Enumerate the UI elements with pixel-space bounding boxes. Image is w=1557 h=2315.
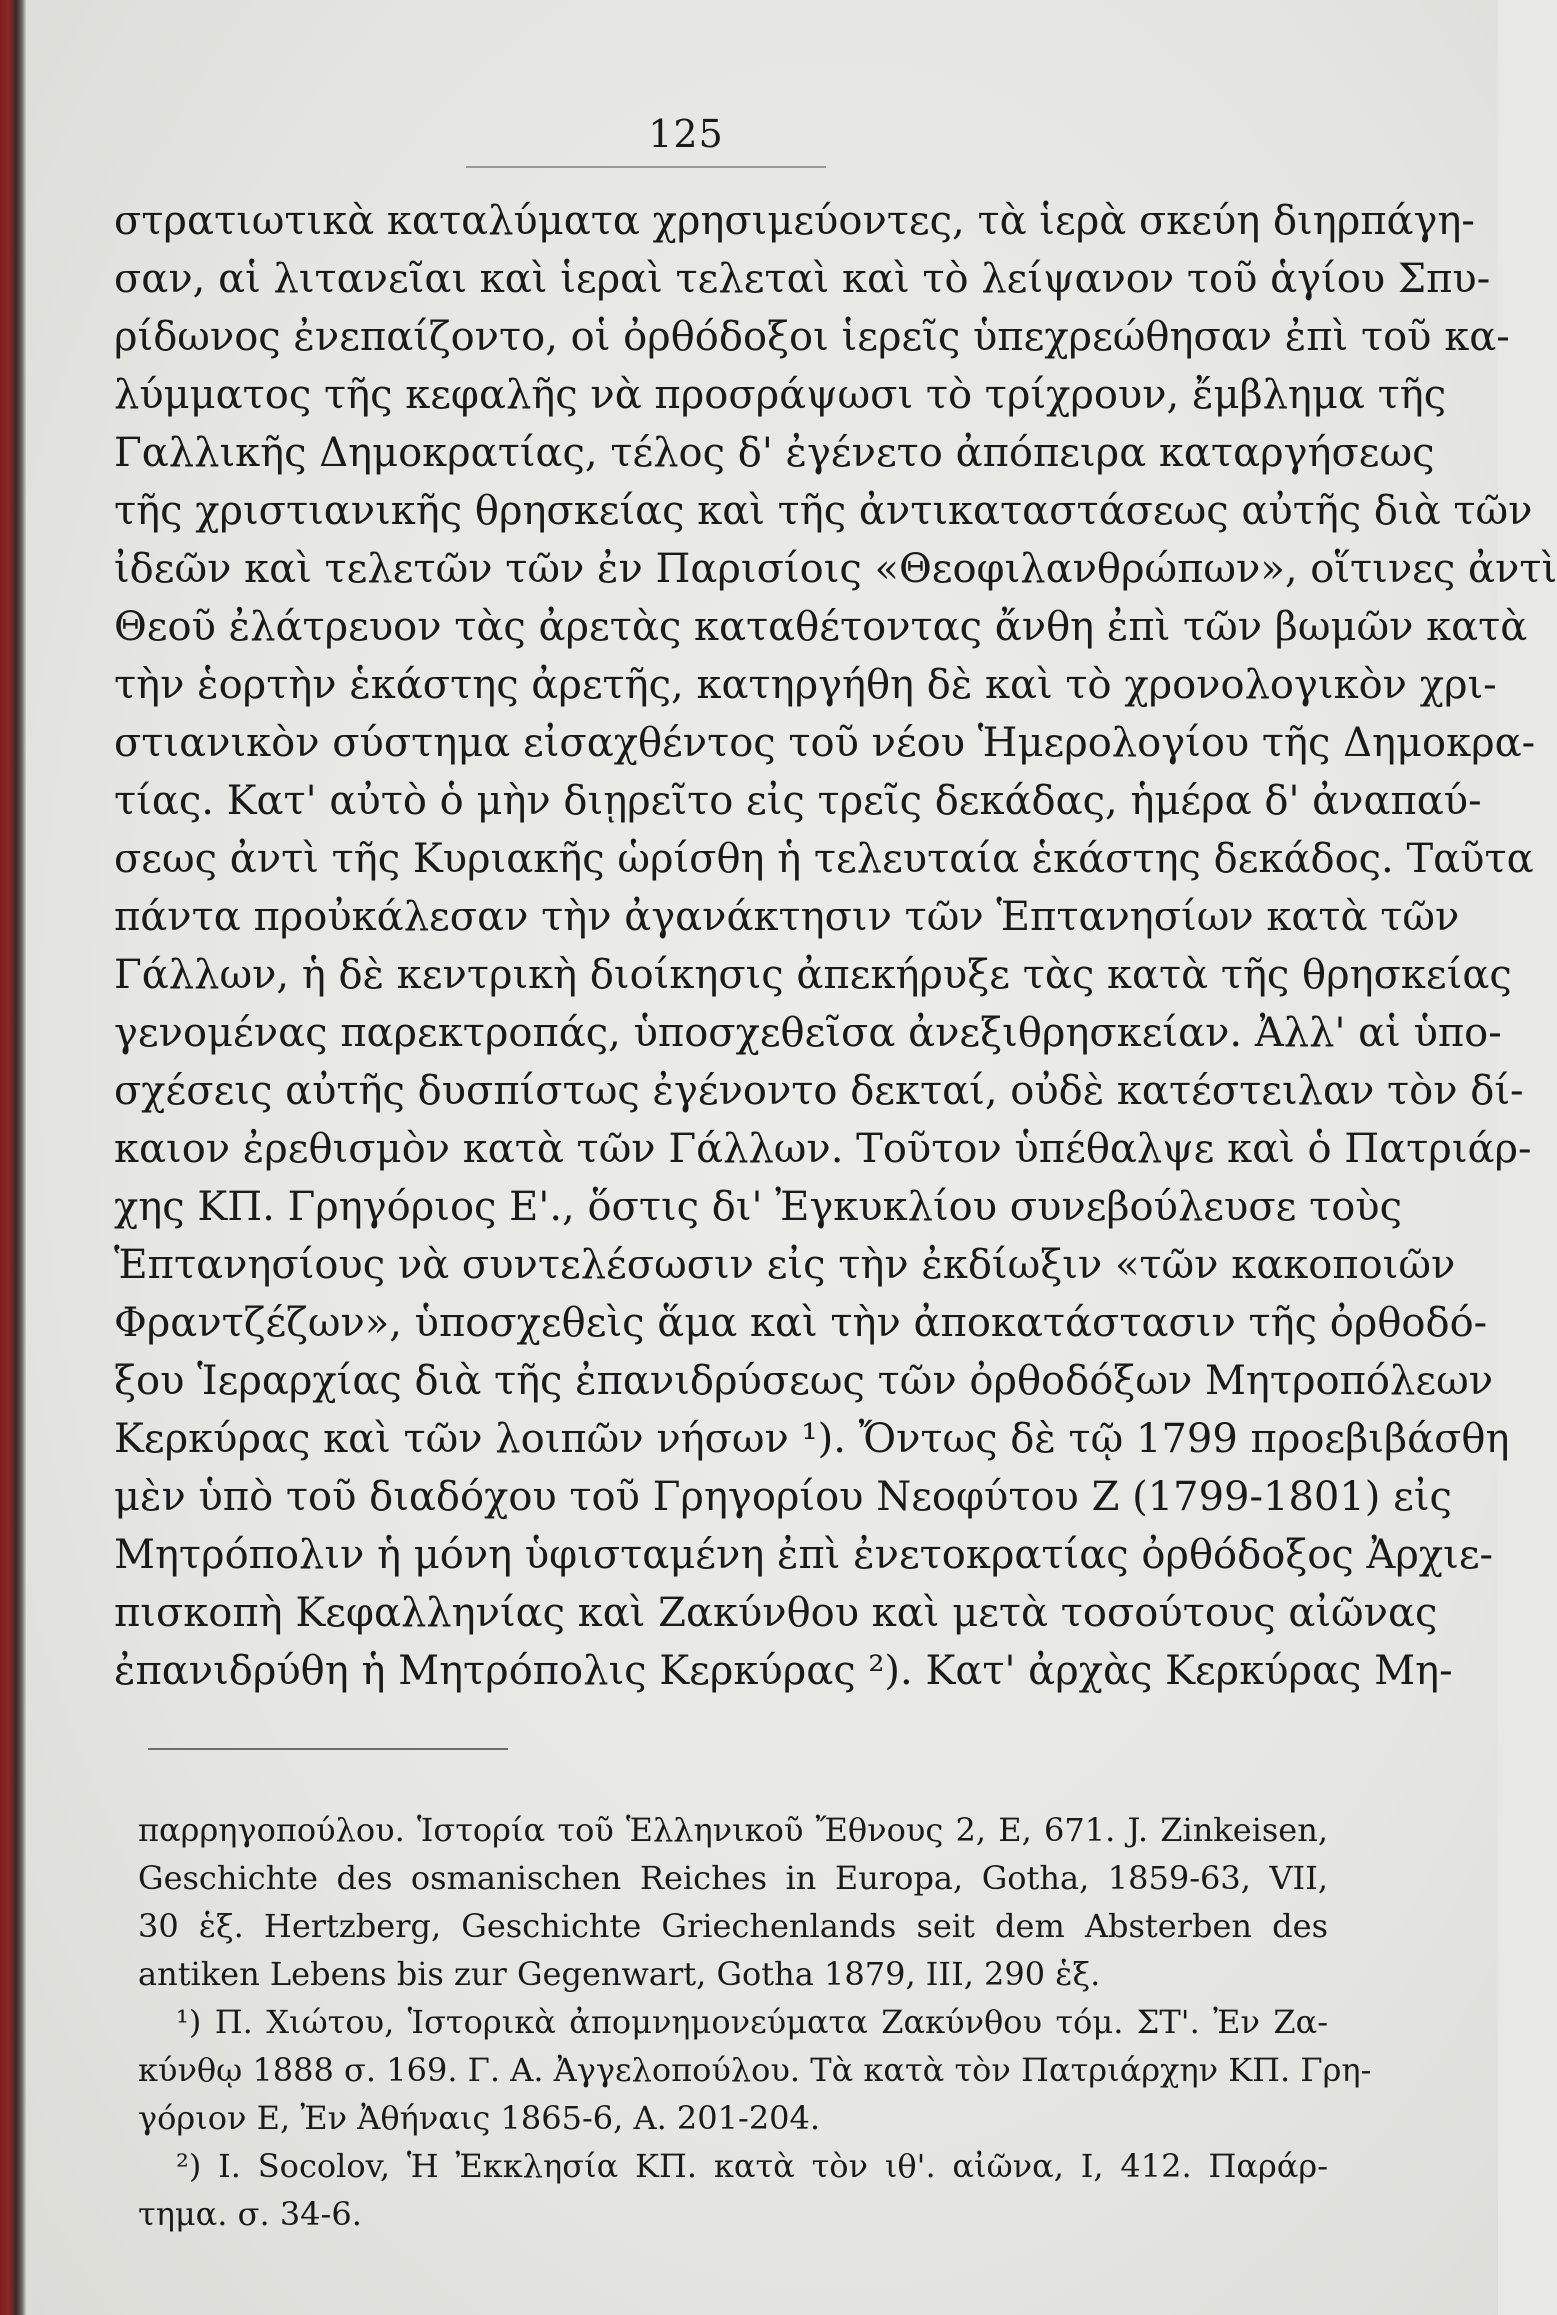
body-line: μὲν ὑπὸ τοῦ διαδόχου τοῦ Γρηγορίου Νεοφύτου Ζ (1799-1801) εἰς [114,1474,1452,1520]
body-line: Θεοῦ ἐλάτρευον τὰς ἀρετὰς καταθέτοντας ἄνθη ἐπὶ τῶν βωμῶν κατὰ [114,604,1528,650]
body-text [114,192,1557,1700]
body-line: πάντα προὐκάλεσαν τὴν ἀγανάκτησιν τῶν Ἑπτανησίων κατὰ τῶν [114,894,1460,940]
body-line: σαν, αἱ λιτανεῖαι καὶ ἱεραὶ τελεταὶ καὶ τὸ λείψανον τοῦ ἁγίου Σπυ- [114,256,1491,302]
body-line: Φραντζέζων», ὑποσχεθεὶς ἅμα καὶ τὴν ἀποκατάστασιν τῆς ὀρθοδό- [114,1300,1488,1346]
body-line: τίας. Κατ' αὐτὸ ὁ μὴν διῃρεῖτο εἰς τρεῖς δεκάδας, ἡμέρα δ' ἀναπαύ- [114,778,1482,824]
body-line: πισκοπὴ Κεφαλληνίας καὶ Ζακύνθου καὶ μετὰ τοσούτους αἰῶνας [114,1590,1438,1636]
body-line: στρατιωτικὰ καταλύματα χρησιμεύοντες, τὰ ἱερὰ σκεύη διηρπάγη- [114,198,1475,244]
page-number: 125 [648,112,724,156]
body-line: Γάλλων, ἡ δὲ κεντρικὴ διοίκησις ἀπεκήρυξε τὰς κατὰ τῆς θρησκείας [114,952,1512,998]
body-line: λύμματος τῆς κεφαλῆς νὰ προσράψωσι τὸ τρίχρουν, ἔμβλημα τῆς [114,372,1447,418]
body-line: Κερκύρας καὶ τῶν λοιπῶν νήσων ¹). Ὄντως δὲ τῷ 1799 προεβιβάσθη [114,1416,1510,1462]
book-page [26,0,1557,2315]
footnotes [138,1806,1372,2238]
header-rule [466,166,826,168]
body-line: ρίδωνος ἐνεπαίζοντο, οἱ ὀρθόδοξοι ἱερεῖς ὑπεχρεώθησαν ἐπὶ τοῦ κα- [114,314,1510,360]
footnote-line: γόριον Ε, Ἐν Ἀθήναις 1865-6, Α. 201-204. [138,2099,821,2137]
body-line: ἐπανιδρύθη ἡ Μητρόπολις Κερκύρας ²). Κατ' ἀρχὰς Κερκύρας Μη- [114,1648,1453,1694]
footnote-line: ²) Ι. Socolov, Ἡ Ἐκκλησία ΚΠ. κατὰ τὸν ιθ'. αἰῶνα, Ι, 412. Παράρ- [176,2147,1328,2185]
body-line: Ἑπτανησίους νὰ συντελέσωσιν εἰς τὴν ἐκδίωξιν «τῶν κακοποιῶν [114,1242,1456,1288]
binding-edge [0,0,26,2315]
footnote-line: antiken Lebens bis zur Gegenwart, Gotha 1879, III, 290 ἑξ. [138,1955,1101,1993]
footnote-line: τημα. σ. 34-6. [138,2195,362,2233]
body-line: καιον ἐρεθισμὸν κατὰ τῶν Γάλλων. Τοῦτον ὑπέθαλψε καὶ ὁ Πατριάρ- [114,1126,1532,1172]
body-line: χης ΚΠ. Γρηγόριος Ε'., ὅστις δι' Ἐγκυκλίου συνεβούλευσε τοὺς [114,1184,1403,1230]
footnote-line: παρρηγοπούλου. Ἱστορία τοῦ Ἑλληνικοῦ Ἔθνους 2, Ε, 671. J. Zinkeisen, [138,1811,1328,1849]
body-line: ἰδεῶν καὶ τελετῶν τῶν ἐν Παρισίοις «Θεοφιλανθρώπων», οἵτινες ἀντὶ [114,546,1557,592]
body-line: Γαλλικῆς Δημοκρατίας, τέλος δ' ἐγένετο ἀπόπειρα καταργήσεως [114,430,1435,476]
body-line: ξου Ἱεραρχίας διὰ τῆς ἐπανιδρύσεως τῶν ὀρθοδόξων Μητροπόλεων [114,1358,1494,1404]
footnote-line: 30 ἑξ. Hertzberg, Geschichte Griechenlands seit dem Absterben des [138,1907,1328,1945]
body-line: στιανικὸν σύστημα εἰσαχθέντος τοῦ νέου Ἡμερολογίου τῆς Δημοκρα- [114,720,1536,766]
footnote-line: κύνθῳ 1888 σ. 169. Γ. Α. Ἀγγελοπούλου. Τὰ κατὰ τὸν Πατριάρχην ΚΠ. Γρη- [138,2051,1372,2089]
footnote-line: Geschichte des osmanischen Reiches in Europa, Gotha, 1859-63, VII, [138,1859,1328,1897]
body-line: γενομένας παρεκτροπάς, ὑποσχεθεῖσα ἀνεξιθρησκείαν. Ἀλλ' αἱ ὑπο- [114,1010,1502,1056]
body-line: Μητρόπολιν ἡ μόνη ὑφισταμένη ἐπὶ ἐνετοκρατίας ὀρθόδοξος Ἀρχιε- [114,1532,1494,1578]
body-line: σεως ἀντὶ τῆς Κυριακῆς ὡρίσθη ἡ τελευταία ἑκάστης δεκάδος. Ταῦτα [114,836,1534,882]
footnote-line: ¹) Π. Χιώτου, Ἱστορικὰ ἀπομνημονεύματα Ζακύνθου τόμ. ΣΤ'. Ἐν Ζα- [176,2003,1328,2041]
body-line: σχέσεις αὐτῆς δυσπίστως ἐγένοντο δεκταί, οὐδὲ κατέστειλαν τὸν δί- [114,1068,1524,1114]
body-line: τὴν ἑορτὴν ἑκάστης ἀρετῆς, κατηργήθη δὲ καὶ τὸ χρονολογικὸν χρι- [114,662,1497,708]
body-line: τῆς χριστιανικῆς θρησκείας καὶ τῆς ἀντικαταστάσεως αὐτῆς διὰ τῶν [114,488,1533,534]
footnote-rule [148,1748,508,1750]
